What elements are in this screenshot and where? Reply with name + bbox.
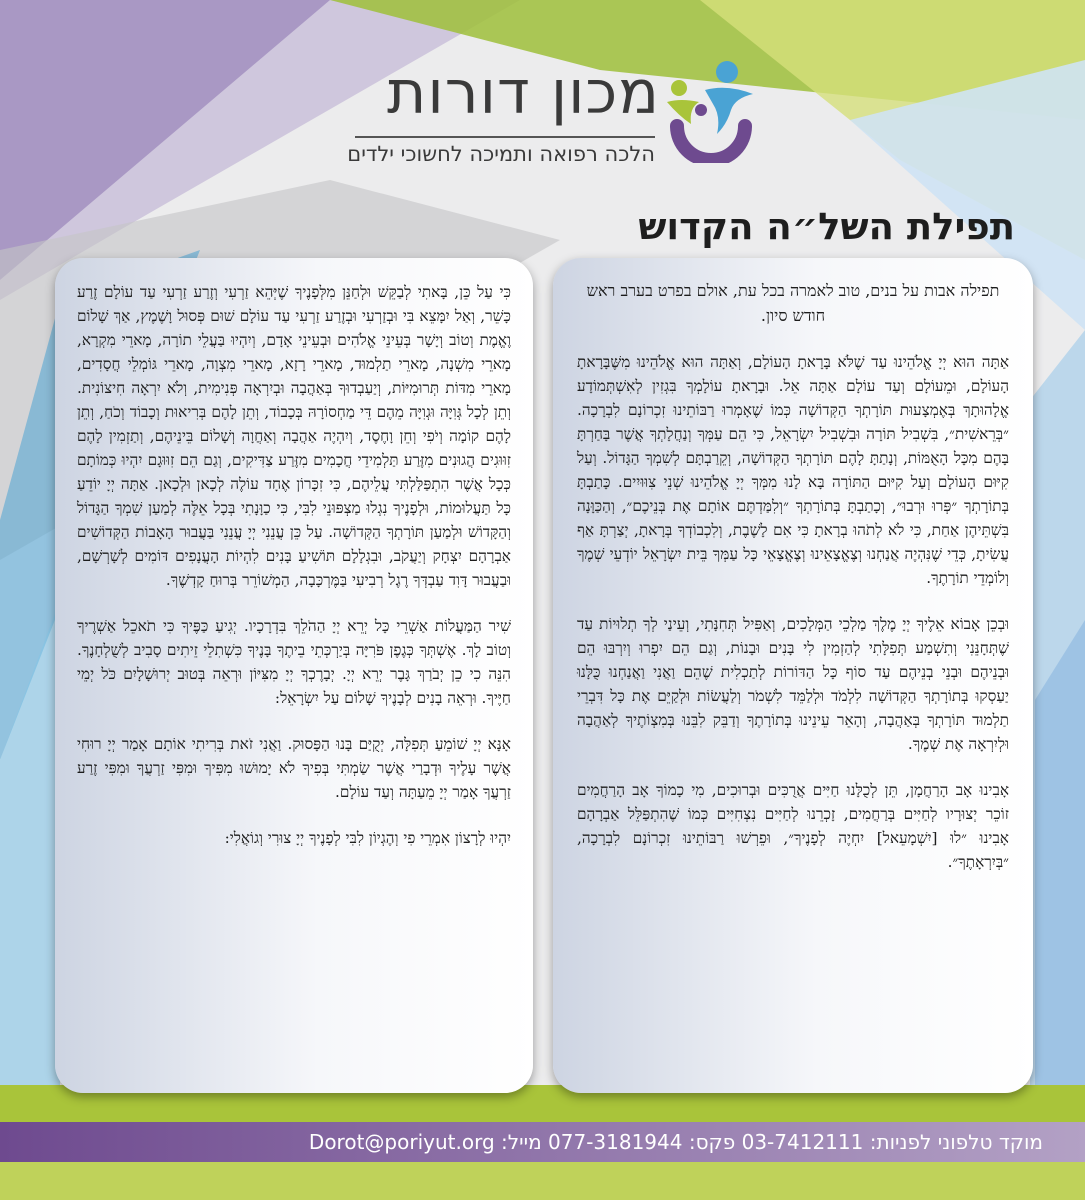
prayer-paragraph: כִּי עַל כֵּן, בָּאתִי לְבַקֵּשׁ וּלְחַנֵּן מִלְּפָנֶיךָ שֶׁיְּהֵא זַרְעִי וְזֶרַע זַרְעִי עַד עוֹלָם זֶרַע כָּשֵׁר, וְאַל יִמָּצֵא בִּי וּבְזַרְעִי וּבְזֶרַע זַרְעִי עַד עוֹלָם שׁוּם פְּסוּל וָשֶׁמֶץ, אַךְ שָׁלוֹם וֶאֱמֶת וְטוֹב וְיָשָׁר בְּעֵינֵי אֱלֹהִים וּבְעֵינֵי אָדָם, וְיִהְיוּ בַּעֲלֵי תוֹרָה, מָארֵי מִקְרָא, מָארֵי מִשְׁנָה, מָארֵי תַלְמוּד, מָארֵי רָזָא, מָארֵי מִצְוָה, מָארֵי גּוֹמְלֵי חֲסָדִים, מָארֵי מִדּוֹת תְּרוּמִיּוֹת, וְיַעַבְדוּךָ בְּאַהֲבָה וּבְיִרְאָה פְּנִימִית, וְלֹא יִרְאָה חִיצוֹנִית. וְתֵן לְכָל גְּוִיָּה וּגְוִיָּה מֵהֶם דֵּי מַחְסוֹרָהּ בְּכָבוֹד, וְתֵן לָהֶם בְּרִיאוּת וְכָבוֹד וְכֹחַ, וְתֵן לָהֶם קוֹמָה וְיֹפִי וְחֵן וָחֶסֶד, וְיִהְיֶה אַהֲבָה וְאַחֲוָה וְשָׁלוֹם בֵּינֵיהֶם, וְתַזְמִין לָהֶם זִוּוּגִים הֲגוּנִים מִזֶּרַע תַּלְמִידֵי חֲכָמִים מִזֶּרַע צַדִּיקִים, וְגַם הֵם זִוּוּגָם יִהְיוּ כְּמוֹתָם כְּכָל אֲשֶׁר הִתְפַּלַּלְתִּי עֲלֵיהֶם, כִּי זִכָּרוֹן אֶחָד עוֹלֶה לְכָאן וּלְכָאן. אַתָּה יְיָ יוֹדֵעַ כָּל תַּעֲלוּמוֹת, וּלְפָנֶיךָ נִגְלוּ מַצְפּוּנֵי לִבִּי, כִּי כַוָּנָתִי בְּכָל אֵלֶּה לְמַעַן שִׁמְךָ הַגָּדוֹל וְהַקָּדוֹשׁ וּלְמַעַן תּוֹרָתְךָ הַקְּדוֹשָׁה. עַל כֵּן עֲנֵנִי יְיָ עֲנֵנִי בַּעֲבוּר הָאָבוֹת הַקְּדוֹשִׁים אַבְרָהָם יִצְחָק וְיַעֲקֹב, וּבִגְלָלָם תּוֹשִׁיעַ בָּנִים לִהְיוֹת הָעֲנָפִים דּוֹמִים לְשָׁרְשָׁם, וּבַעֲבוּר דָּוִד עַבְדְּךָ רֶגֶל רְבִיעִי בַּמֶּרְכָּבָה, הַמְשׁוֹרֵר בְּרוּחַ קָדְשֶׁךָ. bbox=[77, 283, 511, 589]
prayer-panel-left bbox=[55, 258, 533, 1093]
prayer-paragraph: וּבְכֵן אָבוֹא אֵלֶיךָ יְיָ מֶלֶךְ מַלְכֵי הַמְּלָכִים, וְאַפִּיל תְּחִנָּתִי, וְעֵינַי לְךָ תְלוּיוֹת עַד שֶׁתְּחָנֵּנִי וְתִשְׁמַע תְּפִלָּתִי לְהַזְמִין לִי בָּנִים וּבָנוֹת, וְגַם הֵם יִפְרוּ וְיִרְבּוּ הֵם וּבְנֵיהֶם וּבְנֵי בְנֵיהֶם עַד סוֹף כָּל הַדּוֹרוֹת לְתַכְלִית שֶׁהֵם וַאֲנִי וַאֲנַחְנוּ כֻּלָּנוּ יַעַסְקוּ בְּתוֹרָתְךָ הַקְּדוֹשָׁה לִלְמֹד וּלְלַמֵּד לִשְׁמֹר וְלַעֲשׂוֹת וּלְקַיֵּם אֶת כָּל דִּבְרֵי תַלְמוּד תּוֹרָתְךָ בְּאַהֲבָה, וְהָאֵר עֵינֵינוּ בְּתוֹרָתֶךָ וְדַבֵּק לִבֵּנוּ בְּמִצְוֹתֶיךָ לְאַהֲבָה וּלְיִרְאָה אֶת שְׁמֶךָ. bbox=[577, 615, 1009, 753]
logo-subtitle: הלכה רפואה ותמיכה לחשוכי ילדים bbox=[347, 142, 655, 166]
prayer-paragraph: אַתָּה הוּא יְיָ אֱלֹהֵינוּ עַד שֶׁלֹּא בָּרָאתָ הָעוֹלָם, וְאַתָּה הוּא אֱלֹהֵינוּ מִשֶּׁבָּרָאתָ הָעוֹלָם, וּמֵעוֹלָם וְעַד עוֹלָם אַתָּה אֵל. וּבָרָאתָ עוֹלָמְךָ בִּגְזִין לְאִשְׁתְּמוֹדָע אֱלָהוּתָךְ בְּאֶמְצָעוּת תּוֹרָתְךָ הַקְּדוֹשָׁה כְּמוֹ שֶׁאָמְרוּ רַבּוֹתֵינוּ זִכְרוֹנָם לִבְרָכָה. ״בְּרֵאשִׁית״, בִּשְׁבִיל תּוֹרָה וּבִשְׁבִיל יִשְׂרָאֵל, כִּי הֵם עַמְּךָ וְנַחֲלָתְךָ אֲשֶׁר בָּחַרְתָּ בָּהֶם מִכָּל הָאֻמּוֹת, וְנָתַתָּ לָהֶם תּוֹרָתְךָ הַקְּדוֹשָׁה, וְקֵרַבְתָּם לְשִׁמְךָ הַגָּדוֹל. וְעַל קִיּוּם הָעוֹלָם וְעַל קִיּוּם הַתּוֹרָה בָּא לָנוּ מִמְּךָ יְיָ אֱלֹהֵינוּ שְׁנֵי צִוּוּיִים. כָּתַבְתָּ בְּתוֹרָתְךָ ״פְּרוּ וּרְבוּ״, וְכָתַבְתָּ בְּתוֹרָתְךָ ״וְלִמַּדְתֶּם אוֹתָם אֶת בְּנֵיכֶם״, וְהַכַּוָּנָה בִּשְׁתֵּיהֶן אַחַת, כִּי לֹא לְתֹהוּ בְרָאתָ כִּי אִם לָשֶׁבֶת, וְלִכְבוֹדְךָ בְּרָאתָ, יְצַרְתָּ אַף עֲשִׂיתָ, כְּדֵי שֶׁנִּהְיֶה אֲנַחְנוּ וְצֶאֱצָאֵינוּ וְצֶאֱצָאֵי כָּל עַמְּךָ בֵּית יִשְׂרָאֵל יוֹדְעֵי שְׁמֶךָ וְלוֹמְדֵי תוֹרָתֶךָ. bbox=[577, 353, 1009, 587]
family-icon bbox=[665, 58, 755, 163]
logo bbox=[335, 58, 755, 173]
page-title: תפילת השל״ה הקדוש bbox=[638, 205, 1015, 248]
prayer-paragraph: אָבִינוּ אָב הָרַחֲמָן, תֵּן לְכֻלָּנוּ חַיִּים אֲרֻכִּים וּבְרוּכִים, מִי כָמוֹךָ אָב הָרַחֲמִים זוֹכֵר יְצוּרָיו לְחַיִּים בְּרַחֲמִים, זָכְרֵנוּ לְחַיִּים נִצְחִיִּים כְּמוֹ שֶׁהִתְפַּלֵּל אַבְרָהָם אָבִינוּ ״לוּ [יִשְׁמָעֵאל] יִחְיֶה לְפָנֶיךָ״, וּפֵרְשׁוּ רַבּוֹתֵינוּ זִכְרוֹנָם לִבְרָכָה, ״בְּיִרְאָתֶךָ״. bbox=[577, 781, 1009, 871]
prayer-paragraph: שִׁיר הַמַּעֲלוֹת אַשְׁרֵי כָּל יְרֵא יְיָ הַהֹלֵךְ בִּדְרָכָיו. יְגִיעַ כַּפֶּיךָ כִּי תֹאכֵל אַשְׁרֶיךָ וְטוֹב לָךְ. אֶשְׁתְּךָ כְּגֶפֶן פֹּרִיָּה בְּיַרְכְּתֵי בֵיתֶךָ בָּנֶיךָ כִּשְׁתִלֵי זֵיתִים סָבִיב לְשֻׁלְחָנֶךָ. הִנֵּה כִי כֵן יְבֹרַךְ גָּבֶר יְרֵא יְיָ. יְבָרֶכְךָ יְיָ מִצִּיּוֹן וּרְאֵה בְּטוּב יְרוּשָׁלָיִם כֹּל יְמֵי חַיֶּיךָ. וּרְאֵה בָנִים לְבָנֶיךָ שָׁלוֹם עַל יִשְׂרָאֵל: bbox=[77, 617, 511, 707]
prayer-panel-right bbox=[553, 258, 1033, 1093]
intro-text: תפילה אבות על בנים, טוב לאמרה בכל עת, אולם בפרט בערב ראש חודש סיון. bbox=[586, 281, 1000, 325]
prayer-paragraph: אָנָּא יְיָ שׁוֹמֵעַ תְּפִלָּה, יְקֻיַּם בָּנוּ הַפָּסוּק. וַאֲנִי זֹאת בְּרִיתִי אוֹתָם אָמַר יְיָ רוּחִי אֲשֶׁר עָלֶיךָ וּדְבָרַי אֲשֶׁר שַׂמְתִּי בְּפִיךָ לֹא יָמוּשׁוּ מִפִּיךָ וּמִפִּי זַרְעֲךָ וּמִפִּי זֶרַע זַרְעֲךָ אָמַר יְיָ מֵעַתָּה וְעַד עוֹלָם. bbox=[77, 735, 511, 801]
logo-divider bbox=[355, 136, 655, 138]
contact-footer bbox=[0, 1122, 1085, 1162]
logo-title: מכון דורות bbox=[387, 58, 660, 128]
prayer-paragraph: יִהְיוּ לְרָצוֹן אִמְרֵי פִי וְהֶגְיוֹן לִבִּי לְפָנֶיךָ יְיָ צוּרִי וְגוֹאֲלִי: bbox=[224, 829, 511, 847]
contact-text: מוקד טלפוני לפניות: 03-7412111 פקס: 077-3181944 מייל: Dorot@poriyut.org bbox=[308, 1130, 1043, 1154]
